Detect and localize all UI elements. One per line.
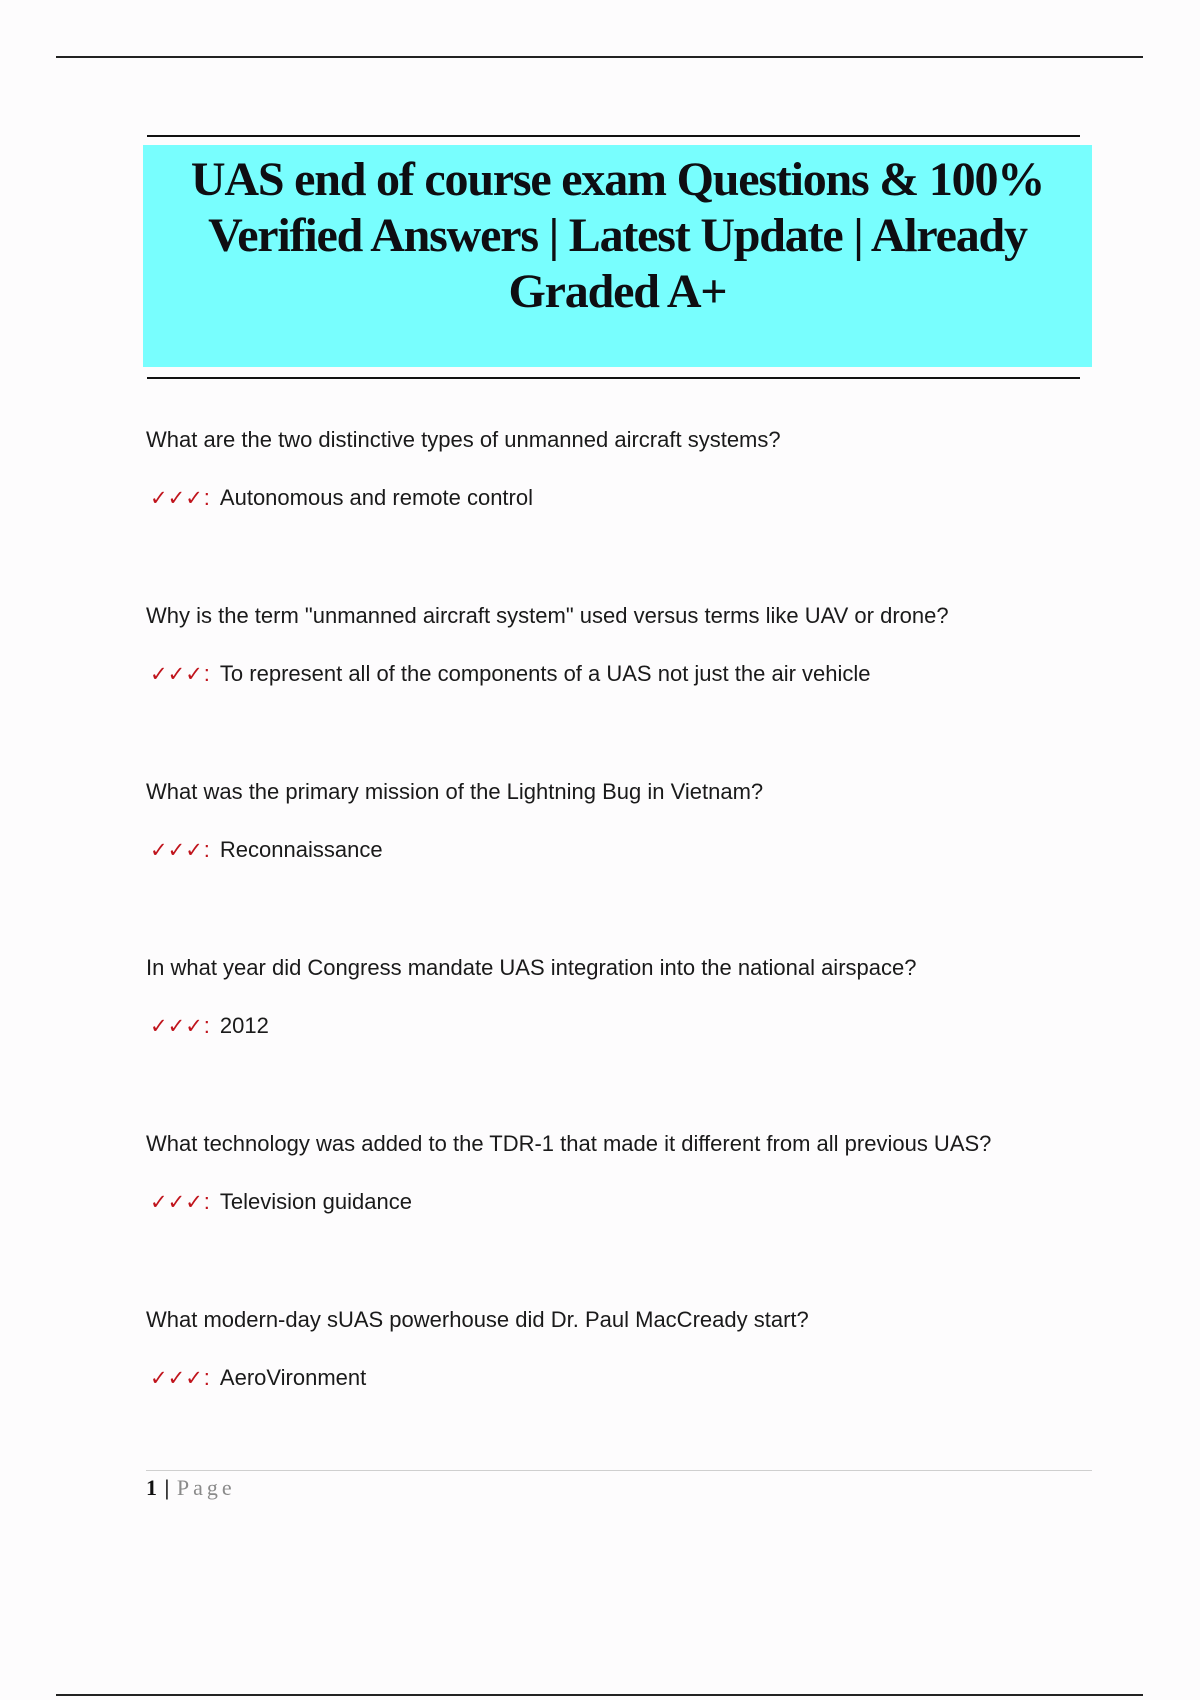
question-text: What are the two distinctive types of unmanned aircraft systems? (146, 427, 781, 452)
title-banner (143, 145, 1092, 367)
answer-row (146, 1006, 1106, 1046)
checkmarks-icon: ✓✓✓ (150, 1366, 203, 1390)
title-line-1: UAS end of course exam Questions & 100% (190, 153, 1045, 206)
checkmarks-icon: ✓✓✓ (150, 838, 203, 862)
answer-colon: : (203, 1365, 210, 1390)
top-page-rule (56, 56, 1143, 58)
question-text: What technology was added to the TDR-1 that made it different from all previous UAS? (146, 1131, 992, 1156)
title-line-2: Verified Answers | Latest Update | Already (208, 209, 1027, 262)
answer-row (146, 654, 1106, 694)
answer-colon: : (203, 837, 210, 862)
answer-colon: : (203, 661, 210, 686)
answer-text: Autonomous and remote control (219, 485, 533, 510)
answer-text: Reconnaissance (219, 837, 383, 862)
answer-text: 2012 (219, 1013, 269, 1038)
question-text: What modern-day sUAS powerhouse did Dr. Paul MacCready start? (146, 1307, 809, 1332)
qa-list (146, 420, 1106, 1476)
question-text: What was the primary mission of the Lightning Bug in Vietnam? (146, 779, 764, 804)
page-number: 1 (146, 1475, 157, 1500)
answer-row (146, 478, 1106, 518)
checkmarks-icon: ✓✓✓ (150, 1014, 203, 1038)
answer-text: Television guidance (219, 1189, 412, 1214)
footer-rule (146, 1470, 1092, 1471)
answer-row (146, 830, 1106, 870)
title-bottom-rule (147, 377, 1080, 379)
answer-row (146, 1358, 1106, 1398)
qa-item (146, 772, 1106, 948)
checkmarks-icon: ✓✓✓ (150, 486, 203, 510)
qa-item (146, 420, 1106, 596)
checkmarks-icon: ✓✓✓ (150, 662, 203, 686)
checkmarks-icon: ✓✓✓ (150, 1190, 203, 1214)
qa-item (146, 1124, 1106, 1300)
answer-row (146, 1182, 1106, 1222)
page-footer (146, 1473, 236, 1503)
page-label: Page (176, 1475, 236, 1500)
question-text: Why is the term "unmanned aircraft system" used versus terms like UAV or drone? (146, 603, 949, 628)
answer-text: To represent all of the components of a UAS not just the air vehicle (219, 661, 871, 686)
answer-text: AeroVironment (219, 1365, 367, 1390)
title-line-3: Graded A+ (508, 265, 727, 318)
document-title (143, 152, 1092, 320)
answer-colon: : (203, 1013, 210, 1038)
qa-item (146, 948, 1106, 1124)
question-text: In what year did Congress mandate UAS integration into the national airspace? (146, 955, 917, 980)
qa-item (146, 1300, 1106, 1476)
qa-item (146, 596, 1106, 772)
answer-colon: : (203, 485, 210, 510)
title-top-rule (147, 135, 1080, 137)
page-separator: | (164, 1475, 170, 1500)
answer-colon: : (203, 1189, 210, 1214)
bottom-page-rule (56, 1694, 1143, 1696)
